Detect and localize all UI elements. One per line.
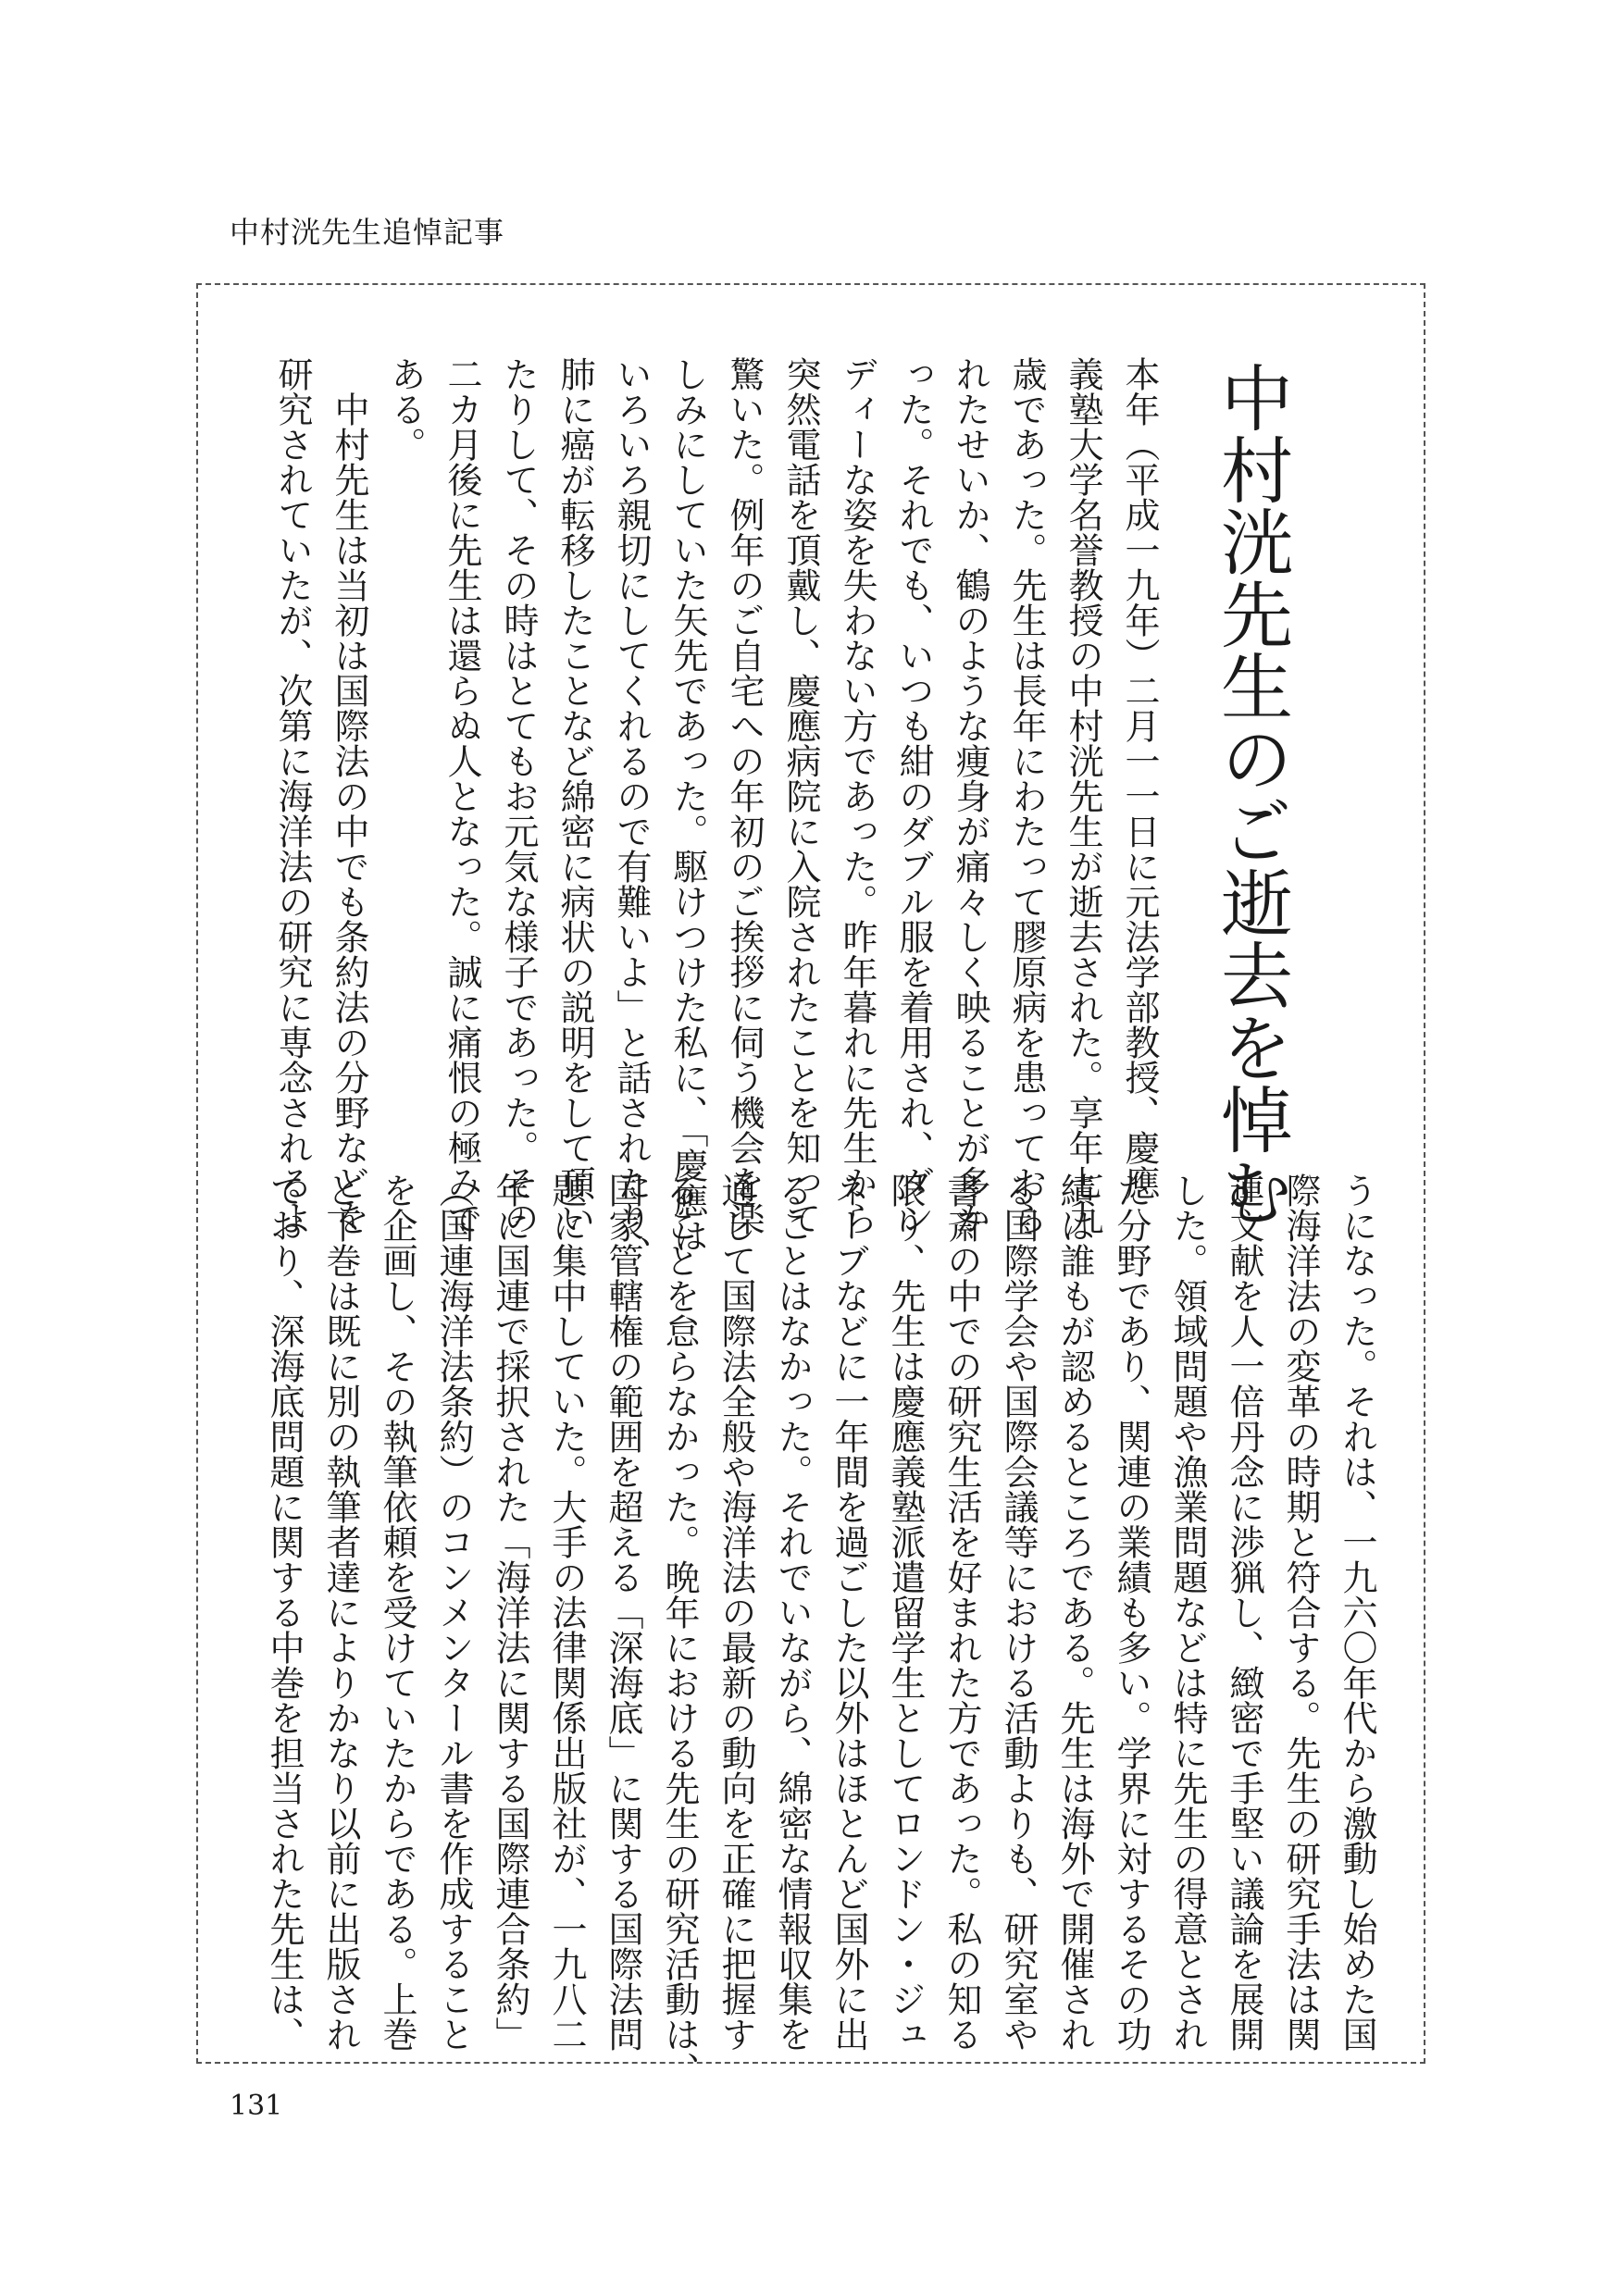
text-column: 二カ月後に先生は還らぬ人となった。誠に痛恨の極みで <box>442 356 482 1235</box>
text-column: る国際学会や国際会議等における活動よりも、研究室や <box>998 1173 1039 2052</box>
text-column: たりして、その時はとてもお元気な様子であった。その <box>498 356 539 1235</box>
article-title: 中村洸先生のご逝去を悼む <box>1209 361 1292 1227</box>
lower-text-block <box>255 1173 1385 2087</box>
text-column: 書斎の中での研究生活を好まれた方であった。私の知る <box>941 1173 982 2052</box>
text-column: 国家管轄権の範囲を超える「深海底」に関する国際法問 <box>603 1173 643 2052</box>
text-column: ることはなかった。それでいながら、綿密な情報収集を <box>772 1173 813 2052</box>
text-column: ある。 <box>385 356 426 462</box>
text-column: 題に集中していた。大手の法律関係出版社が、一九八二 <box>546 1173 587 2052</box>
text-column: 際海洋法の変革の時期と符合する。先生の研究手法は関 <box>1280 1173 1321 2052</box>
text-column: と下巻は既に別の執筆者達によりかなり以前に出版され <box>320 1173 361 2052</box>
text-column: 連文献を人一倍丹念に渉猟し、緻密で手堅い議論を展開 <box>1224 1173 1264 2052</box>
text-column: を企画し、その執筆依頼を受けていたからである。上巻 <box>377 1173 417 2052</box>
text-column: うになった。それは、一九六〇年代から激動し始めた国 <box>1337 1173 1377 2052</box>
text-column: 本年（平成一九年）二月一一日に元法学部教授、慶應 <box>1119 356 1160 1200</box>
text-column: した。領域問題や漁業問題などは特に先生の得意とされ <box>1167 1173 1208 2052</box>
text-column: 年に国連で採択された「海洋法に関する国際連合条約」 <box>490 1173 530 2052</box>
text-column: 肺に癌が転移したことなど綿密に病状の説明をして頂い <box>554 356 595 1235</box>
text-column: 突然電話を頂戴し、慶應病院に入院されたことを知って <box>780 356 821 1235</box>
text-column: れたせいか、鶴のような痩身が痛々しく映ることが多か <box>950 356 990 1235</box>
text-column: 驚いた。例年のご自宅への年初のご挨拶に伺う機会を楽 <box>724 356 765 1235</box>
upper-text-block <box>264 356 1167 1271</box>
text-column: ており、深海底問題に関する中巻を担当された先生は、 <box>264 1173 305 2052</box>
text-column: いろいろ親切にしてくれるので有難いよ」と話されたり、 <box>611 356 652 1271</box>
text-column: （国連海洋法条約）のコンメンタール書を作成すること <box>433 1173 474 2052</box>
text-column: 績は誰もが認めるところである。先生は海外で開催され <box>1054 1173 1095 2052</box>
text-column: ることを怠らなかった。晩年における先生の研究活動は、 <box>659 1173 700 2087</box>
text-column: しみにしていた矢先であった。駆けつけた私に、「慶應は <box>667 356 708 1253</box>
text-column: 義塾大学名誉教授の中村洸先生が逝去された。享年七九 <box>1063 356 1103 1235</box>
text-column: 歳であった。先生は長年にわたって膠原病を患っておら <box>1006 356 1047 1235</box>
page-number: 131 <box>230 2090 283 2122</box>
text-column: った。それでも、いつも紺のダブル服を着用され、ダン <box>893 356 934 1235</box>
text-column: 中村先生は当初は国際法の中でも条約法の分野などを <box>329 356 369 1235</box>
running-title: 中村洸先生追悼記事 <box>230 215 505 250</box>
text-column: 研究されていたが、次第に海洋法の研究に専念されるよ <box>272 356 313 1235</box>
text-column: 限り、先生は慶應義塾派遣留学生としてロンドン・ジュ <box>885 1173 926 2052</box>
text-column: ネーブなどに一年間を過ごした以外はほとんど国外に出 <box>828 1173 869 2052</box>
text-column: た分野であり、関連の業績も多い。学界に対するその功 <box>1111 1173 1151 2052</box>
text-column: 通して国際法全般や海洋法の最新の動向を正確に把握す <box>716 1173 756 2052</box>
text-column: ディーな姿を失わない方であった。昨年暮れに先生から <box>837 356 877 1235</box>
